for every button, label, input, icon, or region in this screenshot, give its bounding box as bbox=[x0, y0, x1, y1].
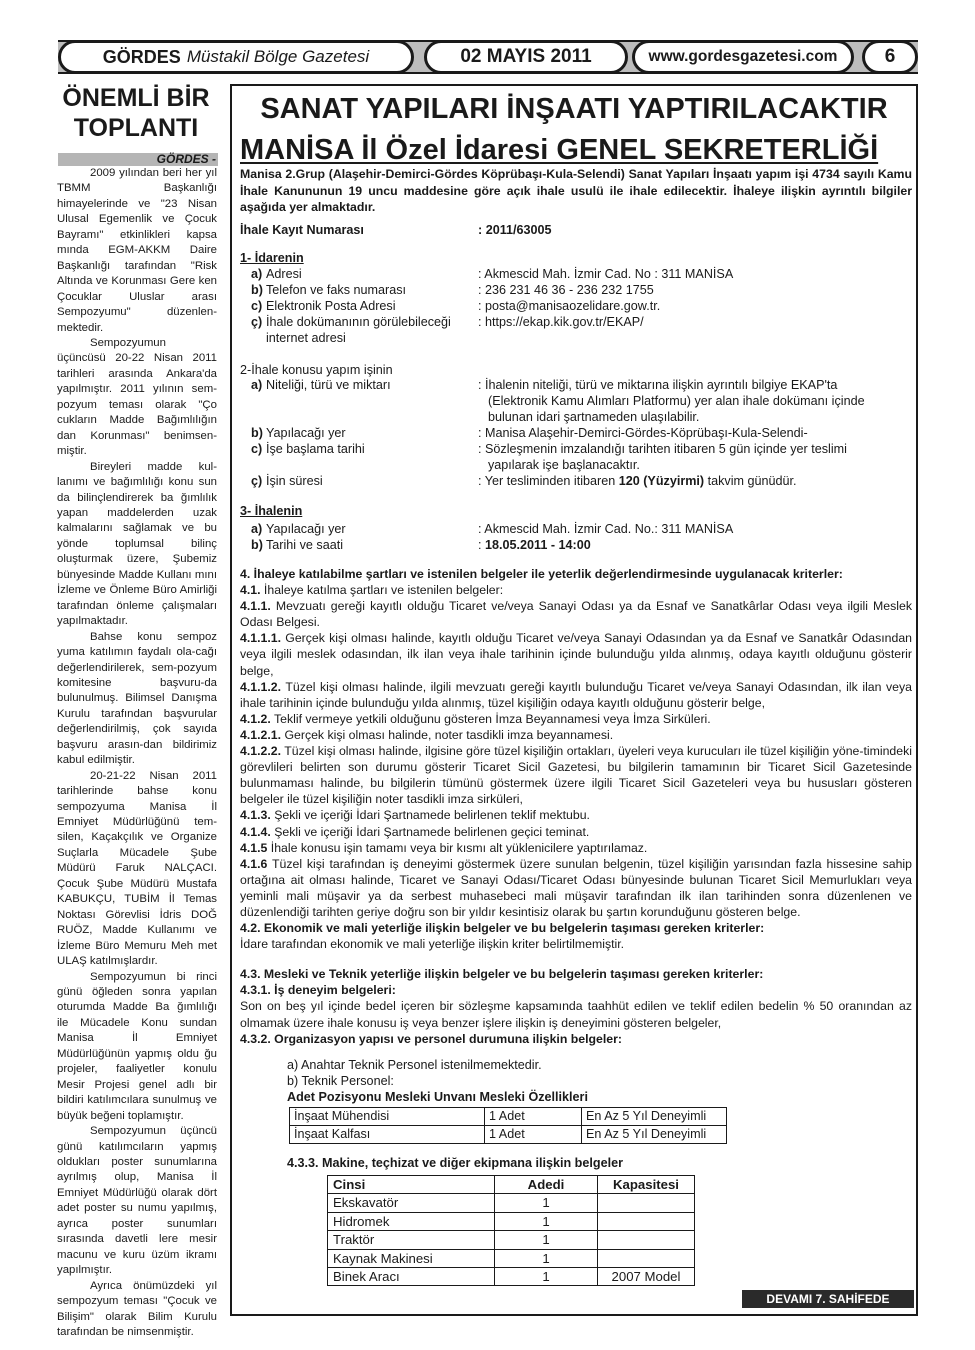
s2-b-label: Yapılacağı yer bbox=[266, 426, 346, 440]
staff-table-header: Adet Pozisyonu Mesleki Unvanı Mesleki Özellikleri bbox=[287, 1090, 588, 1104]
s4-item-text: Gerçek kişi olması halinde, kayıtlı olduğu Ticaret ve/veya Sanayi Odasından ya da Esnaf ve Sanatkâr Odasından veya ilgili meslek odasından, ilk ilan veya ihale tarihinin içinde bulunduğu yılda alınmış, odaya kayıtlı olduğunu gösterir belge, bbox=[240, 631, 912, 678]
s2-d-value bbox=[478, 473, 797, 489]
section4-title: 4. İhaleye katılabilme şartları ve istenilen belgeler ile yeterlik değerlendirmesinde uygulanacak kriterler: bbox=[240, 567, 843, 581]
s3-b-label: Tarihi ve saati bbox=[266, 538, 343, 552]
machine-count-cell: 1 bbox=[495, 1249, 598, 1267]
s4-item-text: İhale konusu işin tamamı veya bir kısmı alt yüklenicilere yaptırılamaz. bbox=[267, 840, 648, 855]
machine-header-cell: Cinsi bbox=[328, 1176, 495, 1194]
s4-item-num: 4.1.1.2. bbox=[240, 679, 282, 694]
s2-d-value-bold: 120 (Yüzyirmi) bbox=[618, 474, 705, 488]
machine-count-cell: 1 bbox=[495, 1231, 598, 1249]
s2-a-value3: bulunan idari şartnameden ulaşılabilir. bbox=[488, 410, 700, 424]
section433-title: 4.3.3. Makine, teçhizat ve diğer ekipmana ilişkin belgeler bbox=[287, 1156, 623, 1170]
s4-item bbox=[240, 824, 912, 840]
machine-type-cell: Kaynak Makinesi bbox=[328, 1249, 495, 1267]
s4-item-num: 4.1.1.1. bbox=[240, 631, 282, 646]
machine-count-cell: 1 bbox=[495, 1194, 598, 1212]
article-location: GÖRDES - bbox=[156, 152, 216, 166]
machine-header-cell: Kapasitesi bbox=[598, 1176, 695, 1194]
section432-title: 4.3.2. Organizasyon yapısı ve personel durumuna ilişkin belgeler: bbox=[240, 1031, 623, 1046]
table-row bbox=[290, 1126, 727, 1144]
table-row bbox=[290, 1108, 727, 1126]
section42-title: 4.2. Ekonomik ve mali yeterliğe ilişkin belgeler ve bu belgelerin taşıması gereken kriterler: bbox=[240, 921, 765, 936]
s2-c-label: İşe başlama tarihi bbox=[266, 442, 365, 456]
s4-item-text: Tüzel kişi tarafından iş deneyimi göstermek üzere sunulan belgenin, tüzel kişiliğin yarısından fazla hissesine sahip ortağına ait olması halinde, Ticaret ve Sanayi Odası/Ticaret Odası bünyesinde bulunan Ticaret Sicil Memurlukları veya yeminli mali müşavir ya da serbest muhasebeci mali müşavir tarafından ilk ilan tarihinden sonra düzenlenen ve düzenlendiği tarihten geriye doğru son bir yıldır kesintisiz olarak bu şartın korunduğunu gösteren belge. bbox=[240, 856, 912, 919]
left-title-line2: TOPLANTI bbox=[73, 114, 199, 142]
section1-title: 1- İdarenin bbox=[240, 251, 304, 265]
s2-d-key: ç) bbox=[251, 474, 263, 488]
s2-a-label: Niteliği, türü ve miktarı bbox=[266, 378, 391, 392]
s4-item bbox=[240, 630, 912, 678]
machine-type-cell: Traktör bbox=[328, 1231, 495, 1249]
staff-title-cell: İnşaat Mühendisi bbox=[290, 1108, 485, 1126]
continued-on-page-banner: DEVAMI 7. SAHİFEDE bbox=[742, 1290, 914, 1308]
s2-d-value-post: takvim günüdür. bbox=[704, 474, 797, 488]
s2-c-value2: yapılarak işe başlanacaktır. bbox=[488, 458, 640, 472]
s4-item-num: 4.1.3. bbox=[240, 808, 271, 823]
s3-b-value bbox=[478, 537, 591, 553]
s4-item-num: 4.1.4. bbox=[240, 824, 271, 839]
s432-a: a) Anahtar Teknik Personel istenilmemektedir. bbox=[287, 1058, 542, 1072]
s2-d-label: İşin süresi bbox=[266, 474, 323, 488]
table-row bbox=[328, 1231, 695, 1249]
s1-d-label2: internet adresi bbox=[266, 331, 346, 345]
s4-item bbox=[240, 679, 912, 711]
s4-item-num: 4.1. bbox=[240, 583, 261, 598]
s3-b-key: b) bbox=[251, 538, 263, 552]
left-title-line1: ÖNEMLİ BİR bbox=[62, 84, 210, 112]
left-article-title bbox=[36, 83, 236, 143]
s4-item bbox=[240, 856, 912, 920]
s1-c-label: Elektronik Posta Adresi bbox=[266, 299, 396, 313]
s3-a-key: a) bbox=[251, 522, 263, 536]
s4-item-text: Tüzel kişi olması halinde, ilgisine göre tüzel kişiliğin ortakları, üyeleri veya kurucuları ile tüzel kişiliğin yöne-timindeki görevlileri belirten son durumu gösterir Ticaret Sicil Gazetesi, bu bilgilerin tamamının bir Ticaret Sicil Gazetesinde bulunmaması halinde, bu bilgilerin tümünü göstermek üzere ilgili Ticaret Sicil Gazeteleri veya bu hususları gösteren belgeler ile tüzel kişiliğin noter tasdikli imza sirküleri, bbox=[240, 744, 912, 807]
s4-item bbox=[240, 711, 912, 727]
paper-name: GÖRDES bbox=[102, 46, 181, 67]
s2-b-value: : Manisa Alaşehir-Demirci-Gördes-Köprübaşı-Kula-Selendi- bbox=[478, 426, 808, 440]
s3-b-value-pre: : bbox=[478, 538, 485, 552]
section431-text: Son on beş yıl içinde bedel içeren bir sözleşme kapsamında taahhüt edilen ve teklif edilen bedelin % 50 oranından az olmamak üzere ihale konusu iş veya benzer işlere ilişkin iş deneyimini gösteren belgeler, bbox=[240, 999, 912, 1030]
s1-c-key: c) bbox=[251, 299, 263, 313]
s2-c-key: c) bbox=[251, 442, 263, 456]
table-row bbox=[328, 1268, 695, 1286]
s4-item bbox=[240, 743, 912, 807]
machine-type-cell: Ekskavatör bbox=[328, 1194, 495, 1212]
left-paragraph: Bireyleri madde kul-lanımı ve bağımlılığı konu sun da bilinçlendirerek ba ğımlılık yapan maddelerden uzak kalmalarını sağlamak ve bu yönde toplumsal bilinç oluşturmak üzere, Şubemiz bünyesinde Madde Kullanı mını İzleme ve Önleme Büro Amirliği tarafından önleme çalışmaları yapılmaktadır. bbox=[57, 460, 217, 628]
s4-item bbox=[240, 807, 912, 823]
staff-count-cell: 1 Adet bbox=[485, 1126, 582, 1144]
s2-b-key: b) bbox=[251, 426, 263, 440]
section42-text: İdare tarafından ekonomik ve mali yeterliğe ilişkin kriter belirtilmemiştir. bbox=[240, 937, 625, 952]
machine-capacity-cell: 2007 Model bbox=[598, 1268, 695, 1286]
s4-item-num: 4.1.2. bbox=[240, 711, 271, 726]
section431-title: 4.3.1. İş deneyim belgeleri: bbox=[240, 983, 396, 998]
main-subheadline: MANİSA İl Özel İdaresi GENEL SEKRETERLİĞİ bbox=[240, 134, 879, 166]
s2-a-value2: (Elektronik Kamu Alımları Platformu) yer alan ihale dokümanı içinde bbox=[488, 394, 865, 408]
s1-d-value: : https://ekap.kik.gov.tr/EKAP/ bbox=[478, 315, 644, 329]
s4-item-text: İhaleye katılma şartları ve istenilen belgeler: bbox=[260, 583, 504, 598]
table-row bbox=[328, 1194, 695, 1212]
s4-item-num: 4.1.2.2. bbox=[240, 744, 282, 759]
s3-a-label: Yapılacağı yer bbox=[266, 522, 346, 536]
left-paragraph: Bahse konu sempoz yuma katılımın faydalı ola-cağı değerlendirilerek, sem-pozyum komitesine başvuru-da bulunulmuş. Bilimsel Danışma Kurulu tarafından başvurular değerlendirilmiş, çok sayıda başvuru arasın-dan bildirimiz kabul edilmiştir. bbox=[57, 630, 217, 767]
s2-d-value-pre: : Yer tesliminden itibaren bbox=[478, 474, 619, 488]
staff-table bbox=[289, 1107, 727, 1144]
staff-experience-cell: En Az 5 Yıl Deneyimli bbox=[582, 1108, 727, 1126]
s4-item-text: Şekli ve içeriği İdari Şartnamede belirlenen teklif mektubu. bbox=[270, 808, 590, 823]
table-header-row bbox=[328, 1176, 695, 1194]
machine-header-cell: Adedi bbox=[495, 1176, 598, 1194]
s2-a-value1: : İhalenin niteliği, türü ve miktarına ilişkin ayrıntılı bilgiye EKAP'ta bbox=[478, 378, 838, 392]
left-paragraph: Ayrıca önümüzdeki yıl sempozyum teması "Çocuk ve Bilişim" olarak Bilim Kurulu tarafından be nimsenmiştir. bbox=[57, 1279, 217, 1338]
intro-paragraph: Manisa 2.Grup (Alaşehir-Demirci-Gördes Köprübaşı-Kula-Selendi) Sanat Yapıları İnşaatı yapım işi 4734 sayılı Kamu İhale Kanununun 19 uncu maddesine göre açık ihale usulü ile ihale edilecektir. İhaleye ilişkin ayrıntılı bilgiler aşağıda yer almaktadır. bbox=[240, 167, 912, 214]
machine-type-cell: Binek Aracı bbox=[328, 1268, 495, 1286]
section43-title: 4.3. Mesleki ve Teknik yeterliğe ilişkin belgeler ve bu belgelerin taşıması gereken kriterler: bbox=[240, 967, 764, 982]
section4 bbox=[240, 566, 912, 1047]
s3-b-value-bold: 18.05.2011 - 14:00 bbox=[485, 538, 591, 552]
machine-capacity-cell bbox=[598, 1212, 695, 1230]
left-article-body bbox=[57, 166, 217, 1340]
staff-title-cell: İnşaat Kalfası bbox=[290, 1126, 485, 1144]
spacer bbox=[240, 952, 912, 966]
left-paragraph: 20-21-22 Nisan 2011 tarihlerinde bahse konu sempozyuma Manisa İl Emniyet Müdürlüğünü tem-silen, Kaçakçılık ve Organize Suçlarla Mücadele Şube Müdürü Faruk NALÇACI. Çocuk Şube Müdürü Mustafa KABUKÇU, TUBİM İl Temas Noktası Görevlisi İdris DOĞ RUÖZ, Madde Kullanımı ve İzleme Büro Memuru Meh met ULAŞ katılmışlardır. bbox=[57, 769, 217, 968]
left-paragraph: Sempozyumun üçüncü günü katılımcıların yapmış oldukları poster sunumlarına ayrılmış olup, Manisa İl Emniyet Müdürlüğü olarak dört adet poster su numu yapılmış, ayrıca poster sunumları sırasında davetli lere mesir macunu ve kuru üzüm ikramı yapılmıştır. bbox=[57, 1125, 217, 1277]
machinery-table bbox=[327, 1175, 695, 1286]
s1-b-label: Telefon ve faks numarası bbox=[266, 283, 407, 297]
left-paragraph: 2009 yılından beri her yıl TBMM Başkanlığı himayelerinde ve "23 Nisan Ulusal Egemenlik ve Çocuk Bayramı" etkinlikleri kapsa mında EGM-AKKM Daire Başkanlığı tarafından "Risk Altında ve Korunması Gere ken Çocuklar Uluslar arası Sempozyumu" düzenlen-mektedir. bbox=[57, 167, 217, 334]
s1-a-label: Adresi bbox=[266, 267, 302, 281]
s1-a-key: a) bbox=[251, 267, 263, 281]
table-row bbox=[328, 1212, 695, 1230]
ikn-value: : 2011/63005 bbox=[478, 223, 552, 237]
s1-c-value: : posta@manisaozelidare.gow.tr. bbox=[478, 299, 661, 313]
s1-a-value: : Akmescid Mah. İzmir Cad. No : 311 MANİSA bbox=[478, 267, 734, 281]
ikn-label: İhale Kayıt Numarası bbox=[240, 223, 364, 237]
paper-name-capsule bbox=[58, 40, 414, 74]
machine-capacity-cell bbox=[598, 1249, 695, 1267]
table-row bbox=[328, 1249, 695, 1267]
machine-capacity-cell bbox=[598, 1231, 695, 1249]
s4-item-text: Tüzel kişi olması halinde, ilgili mevzuatı gereği kayıtlı bulunduğu Ticaret ve/veya Sanayi Odasından, ilk ilan veya ihale tarihinin içinde bulunduğu yılda alınmış, tüzel kişiliğin odaya kayıtlı olduğunu gösterir belge, bbox=[240, 679, 912, 710]
section2-title: 2-İhale konusu yapım işinin bbox=[240, 363, 393, 377]
s1-d-label: İhale dokümanının görülebileceği bbox=[266, 315, 451, 329]
s4-item-num: 4.1.1. bbox=[240, 599, 271, 614]
s3-a-value: : Akmescid Mah. İzmir Cad. No.: 311 MANİSA bbox=[478, 522, 734, 536]
paper-subtitle: Müstakil Bölge Gazetesi bbox=[186, 47, 370, 66]
s4-item-num: 4.1.5 bbox=[240, 840, 268, 855]
website-url: www.gordesgazetesi.com bbox=[632, 40, 854, 74]
s4-item-text: Şekli ve içeriği İdari Şartnamede belirlenen geçici teminat. bbox=[270, 824, 590, 839]
issue-date: 02 MAYIS 2011 bbox=[424, 40, 628, 74]
s4-item bbox=[240, 582, 912, 598]
s432-b: b) Teknik Personel: bbox=[287, 1074, 394, 1088]
left-paragraph: Sempozyumun üçüncüsü 20-22 Nisan 2011 tarihleri arasında Ankara'da yapılmıştır. 2011 yılının sem-pozyum teması olarak "Ço cukların Madde Bağımlılığın dan Korunması" benimsen-miştir. bbox=[57, 336, 217, 458]
staff-experience-cell: En Az 5 Yıl Deneyimli bbox=[582, 1126, 727, 1144]
staff-count-cell: 1 Adet bbox=[485, 1108, 582, 1126]
machine-count-cell: 1 bbox=[495, 1212, 598, 1230]
s4-item bbox=[240, 727, 912, 743]
s2-c-value1: : Sözleşmenin imzalandığı tarihten itibaren 5 gün içinde yer teslimi bbox=[478, 442, 847, 456]
s4-item bbox=[240, 598, 912, 630]
machine-count-cell: 1 bbox=[495, 1268, 598, 1286]
left-paragraph: Sempozyumun bi rinci günü öğleden sonra yapılan oturumda Madde Ba ğımlılığı ile Mücadele Konu sundan Manisa İl Emniyet Müdürlüğünün yapmış oldu ğu projeler, faaliyetler konulu Mesir Projesi genel adlı bir bildiri katılımcılara sunulmuş ve büyük beğeni toplamıştır. bbox=[57, 970, 217, 1122]
machine-type-cell: Hidromek bbox=[328, 1212, 495, 1230]
s4-item-text: Gerçek kişi olması halinde, noter tasdikli imza beyannamesi. bbox=[281, 727, 614, 742]
machine-capacity-cell bbox=[598, 1194, 695, 1212]
section3-title: 3- İhalenin bbox=[240, 504, 303, 518]
s1-d-key: ç) bbox=[251, 315, 263, 329]
main-headline: SANAT YAPILARI İNŞAATI YAPTIRILACAKTIR bbox=[260, 93, 888, 125]
s1-b-value: : 236 231 46 36 - 236 232 1755 bbox=[478, 283, 654, 297]
s4-item bbox=[240, 840, 912, 856]
s4-item-num: 4.1.6 bbox=[240, 856, 268, 871]
s4-item-text: Teklif vermeye yetkili olduğunu gösteren İmza Beyannamesi veya İmza Sirküleri. bbox=[270, 711, 711, 726]
page-number: 6 bbox=[862, 40, 918, 74]
s4-item-num: 4.1.2.1. bbox=[240, 727, 282, 742]
s2-a-key: a) bbox=[251, 378, 263, 392]
s1-b-key: b) bbox=[251, 283, 263, 297]
s4-item-text: Mevzuatı gereği kayıtlı olduğu Ticaret ve/veya Sanayi Odası ya da Esnaf ve Sanatkârlar Odası veya ilgili Meslek Odası Belgesi. bbox=[240, 599, 912, 630]
